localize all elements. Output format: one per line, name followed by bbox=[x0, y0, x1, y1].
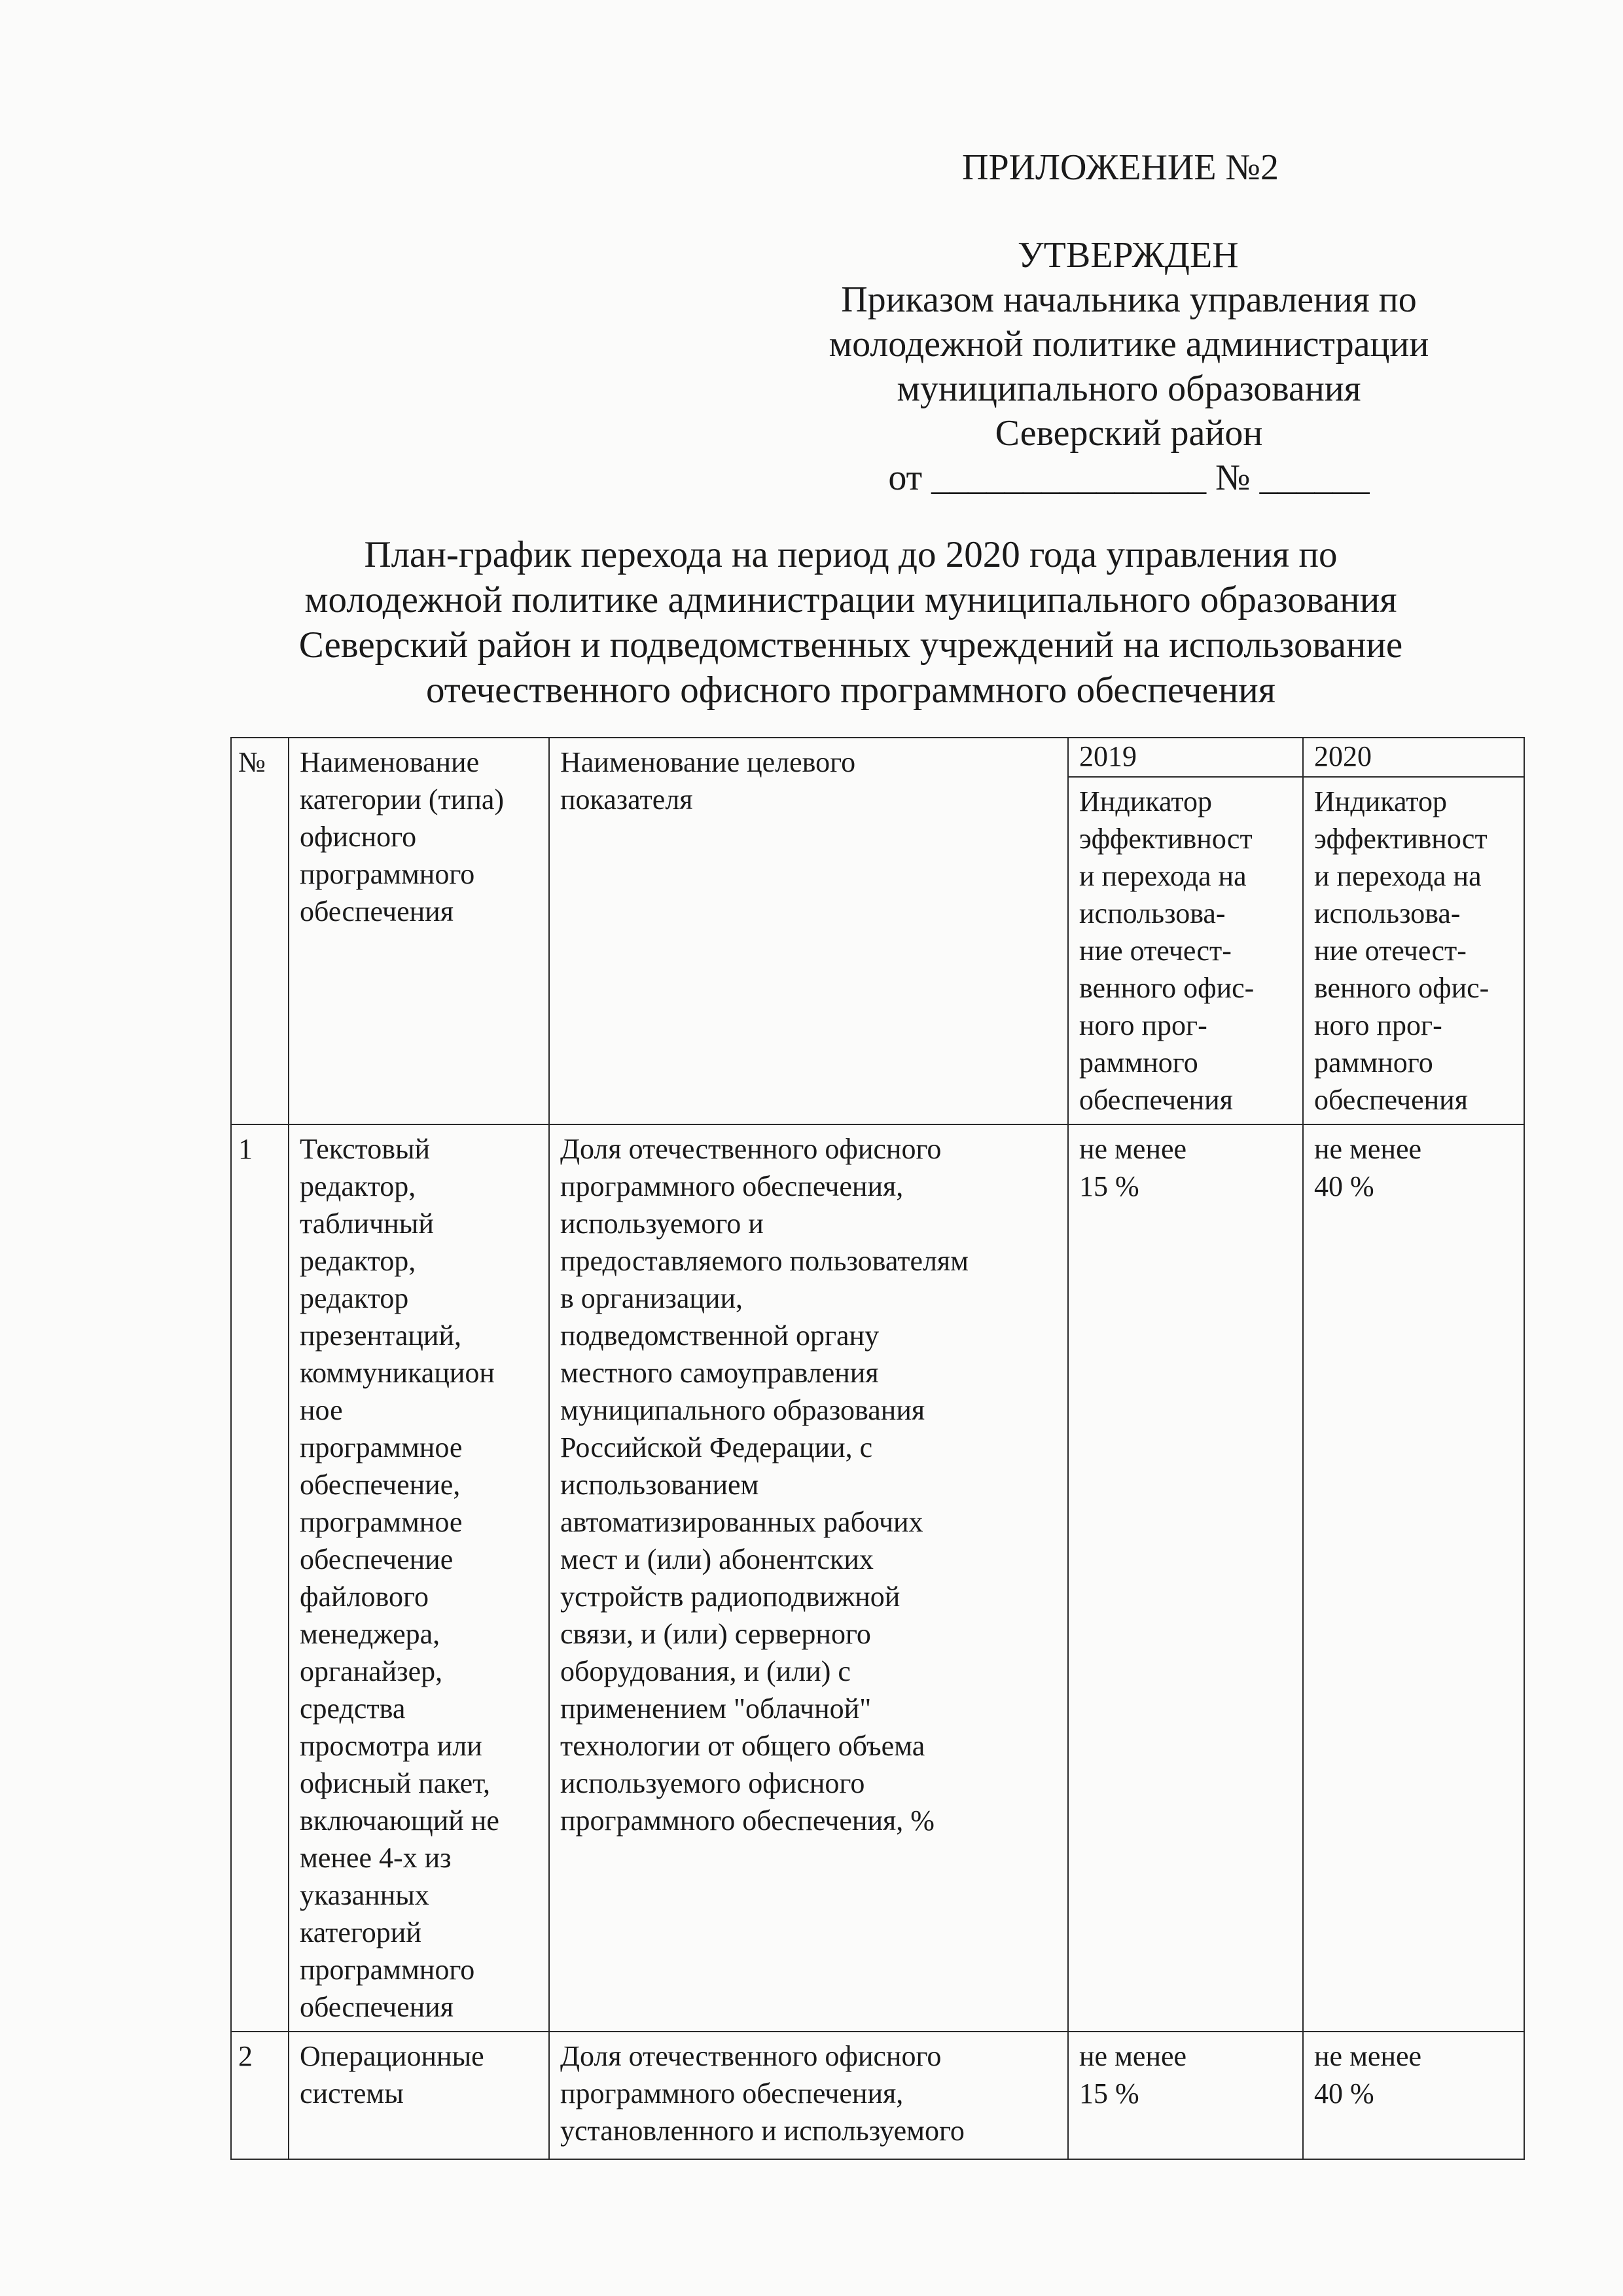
approval-block bbox=[753, 278, 1505, 500]
header-category: Наименование категории (типа) офисного программного обеспечения bbox=[289, 738, 549, 1124]
row-value-2020: не менее 40 % bbox=[1303, 1124, 1524, 2032]
row-category: Текстовый редактор, табличный редактор, редактор презентаций, коммуникацион ное программное обеспечение, программное обеспечение файлового менеджера, органайзер, средства просмотра или офисный пакет, включающий не менее 4-х из указанных категорий программного обеспечения bbox=[289, 1124, 549, 2032]
header-target: Наименование целевого показателя bbox=[549, 738, 1068, 1124]
title-line: Северский район и подведомственных учреждений на использование bbox=[298, 624, 1403, 666]
table-row bbox=[231, 2032, 1524, 2159]
appendix-label: ПРИЛОЖЕНИЕ №2 bbox=[962, 147, 1279, 188]
approval-date-number-line: от _______________ № ______ bbox=[888, 457, 1370, 498]
row-target: Доля отечественного офисного программного обеспечения, используемого и предоставляемого пользователям в организации, подведомственной органу местного самоуправления муниципального образования Российской Федерации, с использованием автоматизированных рабочих мест и (или) абонентских устройств радиоподвижной связи, и (или) серверного оборудования, и (или) с применением "облачной" технологии от общего объема используемого офисного программного обеспечения, % bbox=[549, 1124, 1068, 2032]
row-value-2019: не менее 15 % bbox=[1068, 1124, 1303, 2032]
approval-line: Северский район bbox=[995, 413, 1263, 454]
table-row bbox=[231, 1124, 1524, 2032]
title-line: отечественного офисного программного обеспечения bbox=[425, 670, 1276, 711]
row-category: Операционные системы bbox=[289, 2032, 549, 2159]
title-line: План-график перехода на период до 2020 года управления по bbox=[364, 534, 1338, 575]
header-num: № bbox=[231, 738, 289, 1124]
approved-label: УТВЕРЖДЕН bbox=[1018, 235, 1239, 276]
header-year-2020: 2020 bbox=[1303, 738, 1524, 777]
row-num: 1 bbox=[231, 1124, 289, 2032]
table-header-row bbox=[231, 738, 1524, 777]
header-year-2019: 2019 bbox=[1068, 738, 1303, 777]
row-num: 2 bbox=[231, 2032, 289, 2159]
title-line: молодежной политике администрации муниципального образования bbox=[304, 579, 1397, 620]
approval-line: муниципального образования bbox=[897, 368, 1361, 409]
row-value-2019: не менее 15 % bbox=[1068, 2032, 1303, 2159]
document-title bbox=[236, 532, 1466, 713]
header-indicator-2019: Индикатор эффективност и перехода на использова- ние отечест- венного офис- ного прог- раммного обеспечения bbox=[1068, 777, 1303, 1124]
approval-line: Приказом начальника управления по bbox=[841, 279, 1417, 320]
approval-line: молодежной политике администрации bbox=[829, 324, 1429, 365]
header-indicator-2020: Индикатор эффективност и перехода на использова- ние отечест- венного офис- ного прог- раммного обеспечения bbox=[1303, 777, 1524, 1124]
plan-table bbox=[230, 737, 1525, 2160]
row-target: Доля отечественного офисного программного обеспечения, установленного и используемого bbox=[549, 2032, 1068, 2159]
row-value-2020: не менее 40 % bbox=[1303, 2032, 1524, 2159]
